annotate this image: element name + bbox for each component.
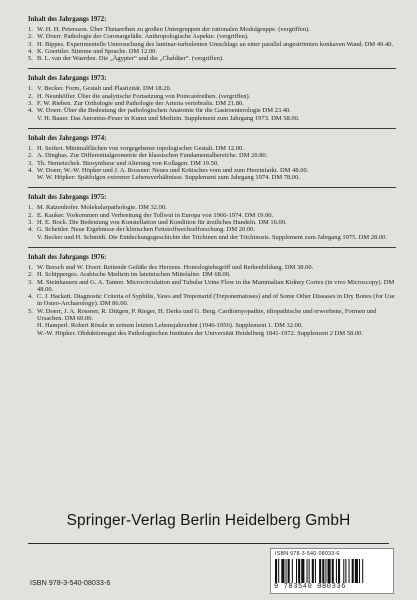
entry-text: H. Hamperl. Robert Rössle in seinem letzten Lebensjahrzehnt (1946-1956). Supplement 1. DM 32.00. [37,322,303,330]
list-item [28,33,396,40]
entry-number: 1. [28,144,33,152]
entry-text: M. Ratzenhofer. Molekularpathologie. DM 32.00. [37,204,167,212]
list-item [28,226,396,233]
entry-number: 2. [28,211,33,219]
section-divider [28,247,396,248]
list-item [28,322,396,329]
list-item [28,100,396,107]
barcode-label [270,548,394,594]
list-item [28,48,396,55]
list-item [28,264,396,271]
list-item [28,107,396,114]
entry-number: 3. [28,159,33,167]
year-section [28,16,396,62]
list-item [28,204,396,211]
entry-number: 4. [28,226,33,234]
entry-number [28,115,37,122]
entry-number: 4. [28,107,33,115]
list-item [28,145,396,152]
section-title: Inhalt des Jahrgangs 1976: [28,253,107,261]
entry-text: V. H. Bauer. Das Antonius-Feuer in Kunst und Medizin. Supplement zum Jahrgang 1973. DM 58.00. [37,114,300,122]
year-section [28,135,396,181]
barcode-digits: 9 783540 080336 [274,583,347,591]
section-title: Inhalt des Jahrgangs 1973: [28,75,107,83]
entry-text: H. Bippes. Experimentelle Untersuchung des laminar-turbulenten Umschlags an einer parallel angeströmten konkaven Wand. DM 49.40. [37,40,394,48]
entry-number: 1. [28,85,33,93]
section-divider [28,128,396,129]
year-section [28,194,396,240]
entry-text: W. H. H. Petersson. Über Thetareihen zu großen Untergruppen der rationalen Modulgruppe. (vergriffen). [37,26,310,33]
section-title: Inhalt des Jahrgangs 1972: [28,16,107,23]
section-divider [28,187,396,188]
list-item [28,212,396,219]
list-item [28,174,396,181]
entry-number: 1. [28,263,33,271]
entry-text: H. Neunhöffer. Über die analytische Fortsetzung von Poincaréreihen. (vergriffen). [37,92,251,100]
entry-number [28,234,37,241]
entry-text: W. Bersch und W. Doerr. Reitende Gefäße des Herzens. Homologiebegriff und Reihenbildung. DM 38.00. [37,263,314,271]
entry-number: 1. [28,204,33,212]
entry-text: C. J. Hackett. Diagnostic Criteria of Syphilis, Yaws and Treponarid (Treponematoses) and of Some Other Diseases in Dry Bones (for Use in Osteo-Archaeology). DM 86.00. [37,293,395,308]
entry-number: 2. [28,33,33,41]
entry-text: V. Becker und H. Schmidt. Die Entdeckungsgeschichte der Trichinen und der Trichinosis. Supplement zum Jahrgang 1975. DM 28.00. [37,233,388,241]
entry-number: 4. [28,293,33,301]
entry-number: 2. [28,152,33,160]
entry-text: F. W. Rieben. Zur Orthologie und Pathologie der Arteria vertebralis. DM 21.80. [37,100,244,108]
list-item [28,219,396,226]
entry-text: W. Doerr. Über die Bedeutung der pathologischen Anatomie für die Gastroenterologie DM 23.40. [37,107,291,115]
publisher-name: Springer-Verlag Berlin Heidelberg GmbH [66,512,351,529]
entry-number: 3. [28,100,33,108]
entry-text: G. Schettler. Neue Ergebnisse der klinischen Fettstoffwechselforschung. DM 20.00. [37,226,256,234]
entry-number [28,322,37,329]
isbn-text: ISBN 978-3-540-08033-6 [30,578,111,587]
entry-number: 3. [28,219,33,227]
list-item [28,115,396,122]
entry-text: E. Kauker. Vorkommen und Verbreitung der Tollwut in Europa von 1966-1974. DM 19.00. [37,211,274,219]
entry-number: 1. [28,26,33,33]
list-item [28,271,396,278]
list-item [28,55,396,62]
barcode-icon [275,559,389,583]
entry-number [28,330,37,337]
barcode-isbn: ISBN 978-3-540-08033-6 [275,551,340,557]
entry-number: 3. [28,278,33,286]
entry-number: 5. [28,307,33,315]
entry-text: W. Doerr. Pathologie der Coronargefäße. Anthropologische Aspekte. (vergriffen). [37,33,249,41]
entry-text: W. W. Höpker: Spätfolgen extremer Lebensverhältnisse. Supplement zum Jahrgang 1974. DM 78.00. [37,174,301,182]
year-section [28,254,396,337]
section-divider [28,68,396,69]
entry-number: 4. [28,47,33,55]
list-item [28,26,396,33]
entry-number: 4. [28,166,33,174]
list-item [28,279,396,294]
list-item [28,93,396,100]
entry-number: 3. [28,40,33,48]
entry-number: 5. [28,55,33,63]
list-item [28,152,396,159]
entry-text: W. Doerr, W.-W. Höpker und J. A. Rossner: Neues und Kritisches vom und zum Herzinfarkt. DM 48.00. [37,166,309,174]
list-item [28,160,396,167]
list-item [28,308,396,323]
entry-number: 2. [28,92,33,100]
entry-text: A. Dinghas. Zur Differentialgeometrie der klassischen Fundamentalbereiche. DM 20.80. [37,152,268,160]
entry-number [28,174,37,181]
publisher-divider [28,543,389,544]
list-item [28,293,396,308]
list-item [28,234,396,241]
entry-text: B. L. van der Waerden. Die „Ägypter“ und die „Chaldäer“. (vergriffen). [37,55,224,63]
entry-text: W. Doerr, J. A. Rossner, R. Dittgen, P. Rieger, H. Derks und G. Berg. Cardiomyopathie, idiopathische und erworbene, Formen und Ursachen. DM 60.00. [37,307,377,323]
entry-text: H. Seifert. Minimalflächen von vorgegebener topologischer Gestalt. DM 12.00. [37,144,244,152]
entry-text: H. Schipperges. Arabische Medizin im lateinischen Mittelalter. DM 68.00. [37,271,231,279]
entry-text: M. Steinhausen and G. A. Tanner. Microcirculation and Tubular Urine Flow in the Mammalian Kidney Cortex (in vivo Microscopy). DM 48.00. [37,278,395,293]
entry-text: Th. Nemetschek. Biosynthese und Alterung von Kollagen. DM 19.50. [37,159,219,167]
list-item [28,41,396,48]
entry-text: V. Becker. Form, Gestalt und Plastizität. DM 18.20. [37,85,172,93]
section-title: Inhalt des Jahrgangs 1974: [28,134,107,142]
entry-text: H. E. Bock. Die Bedeutung von Konstellation und Kondition für ärztliches Handeln. DM 16.00. [37,219,287,227]
year-section [28,75,396,121]
list-item [28,167,396,174]
section-title: Inhalt des Jahrgangs 1975: [28,194,107,202]
entry-text: W.-W. Höpker. Obduktionsgut des Pathologischen Institutes der Universität Heidelberg 1841-1972. Supplement 2 DM 58.00. [37,329,363,337]
publication-list [28,16,396,343]
list-item [28,330,396,337]
list-item [28,85,396,92]
entry-text: K. Goerttler. Stimme und Sprache. DM 12.00. [37,47,158,55]
entry-number: 2. [28,271,33,279]
